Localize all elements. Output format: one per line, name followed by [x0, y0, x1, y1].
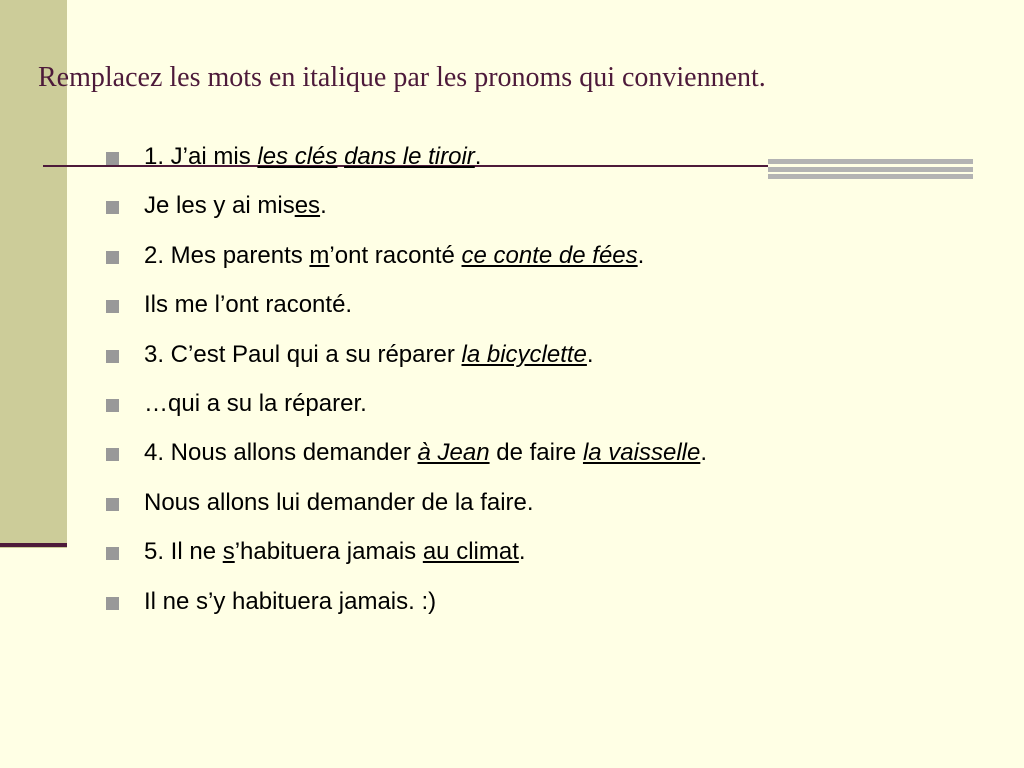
- square-bullet-icon: [106, 597, 119, 610]
- bullet-item: [106, 330, 1006, 379]
- bullet-text: 2. Mes parents: [144, 241, 310, 269]
- square-bullet-icon: [106, 300, 119, 313]
- bullet-text: les clés: [257, 143, 338, 170]
- bullet-item: [106, 231, 1006, 280]
- bullet-text: ’habituera jamais: [234, 538, 423, 566]
- bullet-text: Il ne s’y habituera jamais. :): [144, 587, 437, 615]
- bullet-text: ce conte de fées: [461, 241, 638, 269]
- bullet-item: [106, 280, 1006, 329]
- bullet-text: ’ont raconté: [329, 241, 462, 269]
- bullet-text: la vaisselle: [582, 439, 701, 467]
- bullet-text: .: [700, 439, 708, 467]
- bullet-item: [106, 181, 1006, 230]
- left-accent-line: [0, 543, 67, 547]
- bullet-item: [106, 379, 1006, 428]
- bullet-text: 5. Il ne: [144, 538, 223, 566]
- bullet-text: m: [309, 241, 330, 269]
- bullet-text: la bicyclette: [461, 340, 587, 368]
- bullet-text: de faire: [489, 439, 583, 467]
- bullet-text: dans le tiroir: [344, 143, 475, 170]
- bullet-text: Je les y ai mis: [144, 192, 295, 220]
- square-bullet-icon: [106, 547, 119, 560]
- bullet-text: Nous allons lui demander de la faire.: [144, 488, 534, 516]
- bullet-item: [106, 132, 1006, 181]
- bullet-text: à Jean: [417, 439, 490, 467]
- bullet-text: s: [222, 538, 235, 566]
- bullet-text: …qui a su la réparer.: [144, 389, 367, 417]
- bullet-list: [106, 132, 1006, 626]
- square-bullet-icon: [106, 152, 119, 165]
- bullet-item: [106, 478, 1006, 527]
- square-bullet-icon: [106, 498, 119, 511]
- bullet-text: 1. J’ai mis: [144, 143, 258, 170]
- bullet-text: .: [320, 192, 327, 220]
- bullet-item: [106, 577, 1006, 626]
- square-bullet-icon: [106, 251, 119, 264]
- slide-title: Remplacez les mots en italique par les pronoms qui conviennent.: [38, 62, 766, 93]
- bullet-text: au climat: [422, 538, 519, 566]
- bullet-text: .: [586, 340, 594, 368]
- square-bullet-icon: [106, 201, 119, 214]
- bullet-item: [106, 428, 1006, 477]
- square-bullet-icon: [106, 448, 119, 461]
- square-bullet-icon: [106, 399, 119, 412]
- bullet-text: .: [637, 241, 645, 269]
- bullet-text: .: [518, 538, 526, 566]
- bullet-text: 3. C’est Paul qui a su réparer: [144, 340, 462, 368]
- bullet-item: [106, 527, 1006, 576]
- bullet-text: .: [474, 143, 482, 170]
- bullet-text: Ils me l’ont raconté.: [144, 291, 353, 319]
- bullet-text: es: [294, 192, 321, 220]
- bullet-text: 4. Nous allons demander: [144, 439, 418, 467]
- square-bullet-icon: [106, 350, 119, 363]
